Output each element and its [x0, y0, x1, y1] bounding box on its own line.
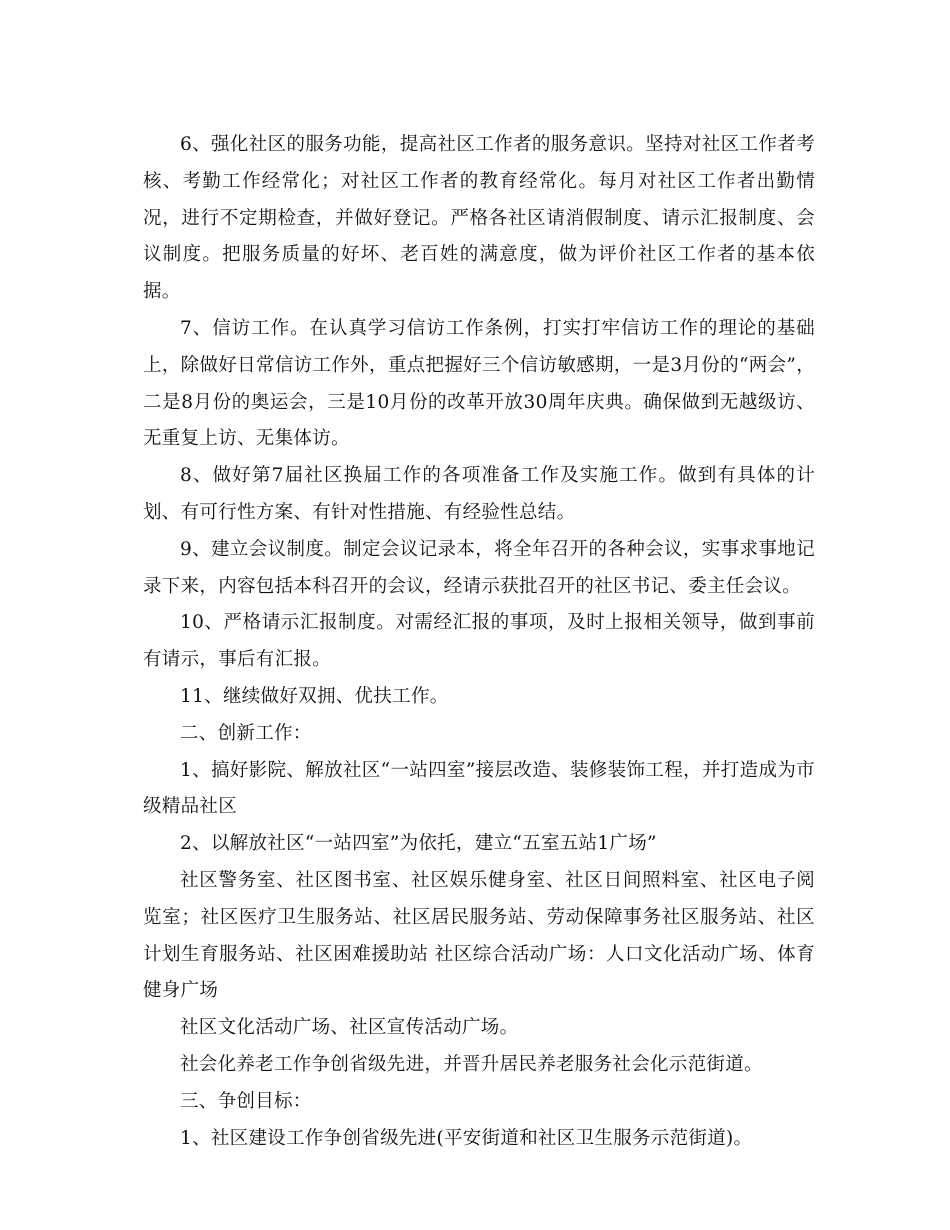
paragraph-item-10: 10、严格请示汇报制度。对需经汇报的事项，及时上报相关领导，做到事前有请示，事后有汇报。 [143, 612, 815, 671]
paragraph-item-9: 9、建立会议制度。制定会议记录本，将全年召开的各种会议，实事求事地记录下来，内容包括本科召开的会议，经请示获批召开的社区书记、委主任会议。 [143, 538, 815, 597]
facility-list-paragraph: 社区警务室、社区图书室、社区娱乐健身室、社区日间照料室、社区电子阅览室；社区医疗卫生服务站、社区居民服务站、劳动保障事务社区服务站、社区计划生育服务站、社区困难援助站 社区综合活动广场：人口文化活动广场、体育健身广场 [143, 869, 815, 1002]
paragraph-item-7: 7、信访工作。在认真学习信访工作条例，打实打牢信访工作的理论的基础上，除做好日常信访工作外，重点把握好三个信访敏感期，一是3月份的“两会”，二是8月份的奥运会，三是10月份的改革开放30周年庆典。确保做到无越级访、无重复上访、无集体访。 [143, 317, 815, 450]
plaza-list-paragraph: 社区文化活动广场、社区宣传活动广场。 [180, 1017, 519, 1039]
paragraph-item-11: 11、继续做好双拥、优扶工作。 [180, 685, 449, 707]
innovation-item-2: 2、以解放社区“一站四室”为依托，建立“五室五站1广场” [180, 833, 657, 855]
document-body [143, 127, 815, 1157]
section-heading-innovation: 二、创新工作： [180, 722, 312, 744]
innovation-item-1: 1、搞好影院、解放社区“一站四室”接层改造、装修装饰工程，并打造成为市级精品社区 [143, 759, 815, 818]
elderly-care-paragraph: 社会化养老工作争创省级先进，并晋升居民养老服务社会化示范街道。 [180, 1053, 763, 1075]
paragraph-item-6: 6、强化社区的服务功能，提高社区工作者的服务意识。坚持对社区工作者考核、考勤工作经常化；对社区工作者的教育经常化。每月对社区工作者出勤情况，进行不定期检查，并做好登记。严格各社区请消假制度、请示汇报制度、会议制度。把服务质量的好坏、老百姓的满意度，做为评价社区工作者的基本依据。 [143, 134, 815, 303]
paragraph-item-8: 8、做好第7届社区换届工作的各项准备工作及实施工作。做到有具体的计划、有可行性方案、有针对性措施、有经验性总结。 [143, 465, 815, 523]
goal-item-1: 1、社区建设工作争创省级先进(平安街道和社区卫生服务示范街道)。 [180, 1127, 753, 1149]
section-heading-goals: 三、争创目标： [180, 1090, 312, 1112]
